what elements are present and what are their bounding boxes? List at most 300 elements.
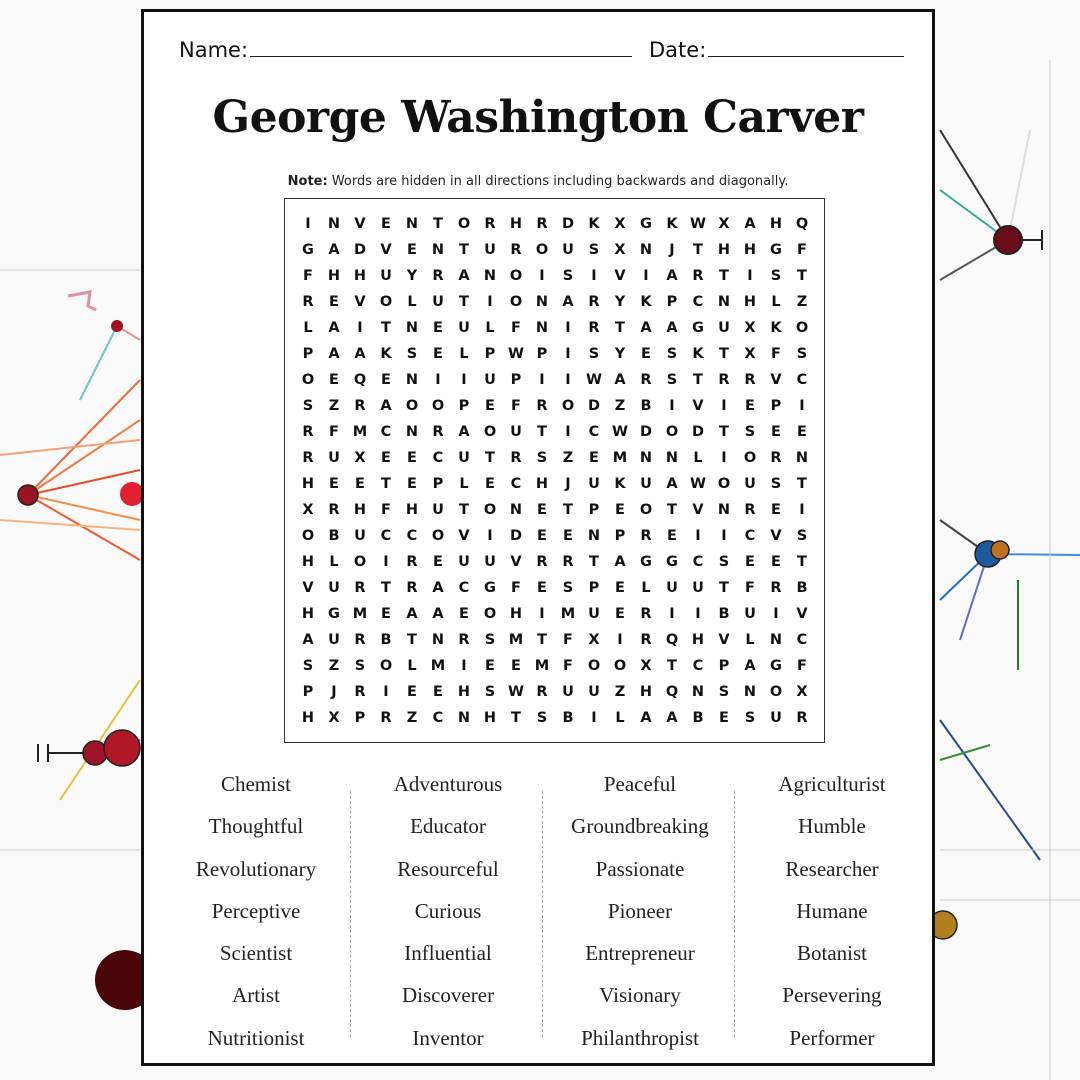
grid-cell[interactable]: S [744, 710, 756, 726]
grid-cell[interactable]: B [718, 606, 730, 622]
grid-cell[interactable]: T [693, 242, 703, 258]
grid-cell[interactable]: E [433, 346, 443, 362]
grid-cell[interactable]: R [458, 632, 470, 648]
grid-cell[interactable]: A [666, 476, 678, 492]
grid-cell[interactable]: C [796, 372, 808, 388]
grid-cell[interactable]: I [565, 372, 571, 388]
grid-cell[interactable]: E [771, 424, 781, 440]
grid-cell[interactable]: I [435, 372, 441, 388]
grid-cell[interactable]: X [744, 346, 756, 362]
grid-cell[interactable]: R [328, 502, 340, 518]
grid-cell[interactable]: L [459, 476, 469, 492]
grid-cell[interactable]: N [483, 268, 497, 284]
grid-cell[interactable]: R [640, 606, 652, 622]
grid-cell[interactable]: V [354, 216, 366, 232]
grid-cell[interactable]: O [587, 658, 601, 674]
grid-cell[interactable]: I [539, 606, 545, 622]
grid-cell[interactable]: N [509, 502, 523, 518]
grid-cell[interactable]: B [692, 710, 704, 726]
grid-cell[interactable]: T [537, 632, 547, 648]
grid-cell[interactable]: U [692, 580, 704, 596]
grid-cell[interactable]: P [718, 658, 730, 674]
grid-cell[interactable]: E [745, 554, 755, 570]
grid-cell[interactable]: B [562, 710, 574, 726]
grid-cell[interactable]: C [588, 424, 600, 440]
grid-cell[interactable]: I [461, 372, 467, 388]
grid-cell[interactable]: R [770, 450, 782, 466]
grid-cell[interactable]: D [353, 242, 367, 258]
grid-cell[interactable]: P [302, 346, 314, 362]
grid-cell[interactable]: T [667, 502, 677, 518]
grid-cell[interactable]: R [718, 372, 730, 388]
grid-cell[interactable]: N [691, 684, 705, 700]
grid-cell[interactable]: I [617, 632, 623, 648]
grid-cell[interactable]: I [695, 528, 701, 544]
grid-cell[interactable]: A [614, 372, 626, 388]
grid-cell[interactable]: H [691, 632, 705, 648]
grid-cell[interactable]: P [354, 710, 366, 726]
grid-cell[interactable]: Q [795, 216, 809, 232]
grid-cell[interactable]: K [692, 346, 704, 362]
grid-cell[interactable]: C [380, 528, 392, 544]
grid-cell[interactable]: G [770, 242, 782, 258]
grid-cell[interactable]: S [770, 268, 782, 284]
grid-cell[interactable]: R [640, 528, 652, 544]
grid-cell[interactable]: I [721, 528, 727, 544]
grid-cell[interactable]: V [458, 528, 470, 544]
name-field[interactable] [179, 36, 632, 62]
grid-cell[interactable]: G [640, 554, 652, 570]
grid-cell[interactable]: N [405, 424, 419, 440]
grid-cell[interactable]: U [328, 632, 340, 648]
grid-cell[interactable]: A [458, 424, 470, 440]
grid-cell[interactable]: L [485, 320, 495, 336]
grid-cell[interactable]: V [380, 242, 392, 258]
grid-cell[interactable]: I [383, 554, 389, 570]
grid-cell[interactable]: A [302, 632, 314, 648]
grid-cell[interactable]: I [565, 424, 571, 440]
grid-cell[interactable]: X [718, 216, 730, 232]
grid-cell[interactable]: W [586, 372, 602, 388]
grid-cell[interactable]: G [328, 606, 340, 622]
grid-cell[interactable]: J [331, 684, 337, 700]
grid-cell[interactable]: O [561, 398, 575, 414]
grid-cell[interactable]: P [588, 580, 600, 596]
grid-cell[interactable]: N [327, 216, 341, 232]
grid-cell[interactable]: F [381, 502, 391, 518]
grid-cell[interactable]: Z [562, 450, 574, 466]
grid-cell[interactable]: S [744, 424, 756, 440]
grid-cell[interactable]: X [614, 242, 626, 258]
grid-cell[interactable]: U [458, 554, 470, 570]
grid-cell[interactable]: R [354, 398, 366, 414]
grid-cell[interactable]: K [666, 216, 678, 232]
grid-cell[interactable]: O [509, 268, 523, 284]
grid-cell[interactable]: I [669, 606, 675, 622]
grid-cell[interactable]: K [588, 216, 600, 232]
grid-cell[interactable]: D [587, 398, 601, 414]
grid-cell[interactable]: R [536, 684, 548, 700]
grid-cell[interactable]: U [666, 580, 678, 596]
grid-cell[interactable]: A [458, 268, 470, 284]
grid-cell[interactable]: V [692, 398, 704, 414]
grid-cell[interactable]: L [407, 294, 417, 310]
grid-cell[interactable]: N [535, 320, 549, 336]
grid-cell[interactable]: R [354, 580, 366, 596]
grid-cell[interactable]: E [719, 710, 729, 726]
grid-cell[interactable]: T [407, 632, 417, 648]
grid-cell[interactable]: B [640, 398, 652, 414]
grid-cell[interactable]: X [744, 320, 756, 336]
grid-cell[interactable]: S [588, 242, 600, 258]
grid-cell[interactable]: W [612, 424, 628, 440]
grid-cell[interactable]: I [591, 710, 597, 726]
grid-cell[interactable]: R [302, 294, 314, 310]
grid-cell[interactable]: E [537, 580, 547, 596]
grid-cell[interactable]: S [484, 684, 496, 700]
grid-cell[interactable]: U [458, 320, 470, 336]
grid-cell[interactable]: G [666, 554, 678, 570]
name-line[interactable] [250, 36, 632, 57]
grid-cell[interactable]: H [301, 606, 315, 622]
grid-cell[interactable]: E [485, 476, 495, 492]
grid-cell[interactable]: N [639, 242, 653, 258]
grid-cell[interactable]: H [769, 216, 783, 232]
grid-cell[interactable]: L [641, 580, 651, 596]
grid-cell[interactable]: G [770, 658, 782, 674]
grid-cell[interactable]: H [457, 684, 471, 700]
grid-cell[interactable]: O [795, 320, 809, 336]
grid-cell[interactable]: S [536, 450, 548, 466]
grid-cell[interactable]: T [797, 268, 807, 284]
grid-cell[interactable]: J [565, 476, 571, 492]
grid-cell[interactable]: A [666, 268, 678, 284]
grid-cell[interactable]: U [354, 528, 366, 544]
grid-cell[interactable]: Y [406, 268, 418, 284]
grid-cell[interactable]: I [695, 606, 701, 622]
grid-cell[interactable]: E [615, 502, 625, 518]
grid-cell[interactable]: Y [614, 346, 626, 362]
grid-cell[interactable]: E [485, 398, 495, 414]
grid-cell[interactable]: P [302, 684, 314, 700]
grid-cell[interactable]: S [302, 658, 314, 674]
grid-cell[interactable]: U [458, 450, 470, 466]
grid-cell[interactable]: D [691, 424, 705, 440]
grid-cell[interactable]: Z [406, 710, 418, 726]
grid-cell[interactable]: H [301, 710, 315, 726]
grid-cell[interactable]: H [717, 242, 731, 258]
grid-cell[interactable]: U [432, 502, 444, 518]
grid-cell[interactable]: R [588, 320, 600, 336]
date-field[interactable] [649, 36, 904, 62]
grid-cell[interactable]: O [457, 216, 471, 232]
grid-cell[interactable]: V [770, 372, 782, 388]
grid-cell[interactable]: U [588, 476, 600, 492]
grid-cell[interactable]: H [483, 710, 497, 726]
grid-cell[interactable]: F [511, 580, 521, 596]
grid-cell[interactable]: V [354, 294, 366, 310]
grid-cell[interactable]: E [771, 502, 781, 518]
grid-cell[interactable]: T [589, 554, 599, 570]
grid-cell[interactable]: O [613, 658, 627, 674]
grid-cell[interactable]: O [535, 242, 549, 258]
grid-cell[interactable]: H [509, 606, 523, 622]
grid-cell[interactable]: L [329, 554, 339, 570]
grid-cell[interactable]: T [667, 658, 677, 674]
grid-cell[interactable]: U [588, 684, 600, 700]
grid-cell[interactable]: R [484, 216, 496, 232]
grid-cell[interactable]: T [459, 502, 469, 518]
grid-cell[interactable]: I [487, 294, 493, 310]
grid-cell[interactable]: X [588, 632, 600, 648]
grid-cell[interactable]: R [510, 242, 522, 258]
grid-cell[interactable]: Q [665, 684, 679, 700]
grid-cell[interactable]: P [484, 346, 496, 362]
grid-cell[interactable]: O [379, 294, 393, 310]
grid-cell[interactable]: A [328, 320, 340, 336]
grid-cell[interactable]: T [537, 424, 547, 440]
grid-cell[interactable]: P [432, 476, 444, 492]
grid-cell[interactable]: T [719, 580, 729, 596]
grid-cell[interactable]: N [665, 450, 679, 466]
grid-cell[interactable]: S [796, 528, 808, 544]
grid-cell[interactable]: E [329, 294, 339, 310]
grid-cell[interactable]: N [743, 684, 757, 700]
grid-cell[interactable]: K [640, 294, 652, 310]
grid-cell[interactable]: L [771, 294, 781, 310]
grid-cell[interactable]: I [539, 268, 545, 284]
grid-cell[interactable]: R [744, 502, 756, 518]
grid-cell[interactable]: O [379, 658, 393, 674]
grid-cell[interactable]: U [380, 268, 392, 284]
grid-cell[interactable]: T [485, 450, 495, 466]
grid-cell[interactable]: O [431, 398, 445, 414]
grid-cell[interactable]: R [406, 580, 418, 596]
grid-cell[interactable]: T [719, 424, 729, 440]
grid-cell[interactable]: U [484, 554, 496, 570]
grid-cell[interactable]: U [562, 684, 574, 700]
grid-cell[interactable]: O [665, 424, 679, 440]
grid-cell[interactable]: R [770, 580, 782, 596]
grid-cell[interactable]: B [328, 528, 340, 544]
grid-cell[interactable]: S [666, 372, 678, 388]
grid-cell[interactable]: Z [614, 684, 626, 700]
grid-cell[interactable]: O [483, 606, 497, 622]
grid-cell[interactable]: R [536, 398, 548, 414]
grid-cell[interactable]: U [588, 606, 600, 622]
grid-cell[interactable]: E [329, 372, 339, 388]
grid-cell[interactable]: H [743, 242, 757, 258]
grid-cell[interactable]: L [303, 320, 313, 336]
grid-cell[interactable]: V [692, 502, 704, 518]
grid-cell[interactable]: I [721, 398, 727, 414]
grid-cell[interactable]: O [483, 424, 497, 440]
grid-cell[interactable]: V [796, 606, 808, 622]
grid-cell[interactable]: D [561, 216, 575, 232]
grid-cell[interactable]: R [588, 294, 600, 310]
grid-cell[interactable]: A [328, 242, 340, 258]
grid-cell[interactable]: I [565, 320, 571, 336]
grid-cell[interactable]: I [799, 502, 805, 518]
grid-cell[interactable]: E [459, 606, 469, 622]
grid-cell[interactable]: T [719, 346, 729, 362]
grid-cell[interactable]: L [459, 346, 469, 362]
grid-cell[interactable]: E [797, 424, 807, 440]
grid-cell[interactable]: R [354, 684, 366, 700]
grid-cell[interactable]: R [380, 710, 392, 726]
grid-cell[interactable]: X [640, 658, 652, 674]
grid-cell[interactable]: U [432, 294, 444, 310]
grid-cell[interactable]: K [770, 320, 782, 336]
grid-cell[interactable]: O [301, 372, 315, 388]
grid-cell[interactable]: C [796, 632, 808, 648]
grid-cell[interactable]: I [383, 684, 389, 700]
grid-cell[interactable]: T [615, 320, 625, 336]
grid-cell[interactable]: U [484, 242, 496, 258]
grid-cell[interactable]: B [796, 580, 808, 596]
grid-cell[interactable]: K [380, 346, 392, 362]
grid-cell[interactable]: Q [353, 372, 367, 388]
grid-cell[interactable]: S [718, 684, 730, 700]
grid-cell[interactable]: N [431, 632, 445, 648]
grid-cell[interactable]: E [433, 320, 443, 336]
grid-cell[interactable]: Z [796, 294, 808, 310]
grid-cell[interactable]: E [407, 476, 417, 492]
grid-cell[interactable]: U [640, 476, 652, 492]
grid-cell[interactable]: K [614, 476, 626, 492]
grid-cell[interactable]: A [666, 710, 678, 726]
grid-cell[interactable]: H [405, 502, 419, 518]
grid-cell[interactable]: E [329, 476, 339, 492]
grid-cell[interactable]: E [667, 528, 677, 544]
grid-cell[interactable]: N [587, 528, 601, 544]
grid-cell[interactable]: D [509, 528, 523, 544]
grid-cell[interactable]: R [640, 632, 652, 648]
grid-cell[interactable]: Y [614, 294, 626, 310]
grid-cell[interactable]: O [769, 684, 783, 700]
grid-cell[interactable]: E [615, 606, 625, 622]
grid-cell[interactable]: I [591, 268, 597, 284]
grid-cell[interactable]: C [692, 658, 704, 674]
grid-cell[interactable]: I [487, 528, 493, 544]
grid-cell[interactable]: T [797, 554, 807, 570]
grid-cell[interactable]: C [458, 580, 470, 596]
grid-cell[interactable]: E [615, 580, 625, 596]
grid-cell[interactable]: U [770, 710, 782, 726]
grid-cell[interactable]: I [539, 372, 545, 388]
grid-cell[interactable]: E [589, 450, 599, 466]
grid-cell[interactable]: O [483, 502, 497, 518]
grid-cell[interactable]: W [508, 346, 524, 362]
grid-cell[interactable]: I [643, 268, 649, 284]
grid-cell[interactable]: P [458, 398, 470, 414]
grid-cell[interactable]: P [510, 372, 522, 388]
grid-cell[interactable]: U [744, 476, 756, 492]
grid-cell[interactable]: E [433, 684, 443, 700]
grid-cell[interactable]: Z [328, 658, 340, 674]
grid-cell[interactable]: E [433, 554, 443, 570]
grid-cell[interactable]: Z [328, 398, 340, 414]
grid-cell[interactable]: R [744, 372, 756, 388]
grid-cell[interactable]: S [354, 658, 366, 674]
grid-cell[interactable]: H [535, 476, 549, 492]
grid-cell[interactable]: O [405, 398, 419, 414]
grid-cell[interactable]: M [560, 606, 576, 622]
grid-cell[interactable]: S [484, 632, 496, 648]
grid-cell[interactable]: P [666, 294, 678, 310]
grid-cell[interactable]: I [773, 606, 779, 622]
grid-cell[interactable]: S [536, 710, 548, 726]
grid-cell[interactable]: Q [665, 632, 679, 648]
grid-cell[interactable]: A [354, 346, 366, 362]
grid-cell[interactable]: U [328, 580, 340, 596]
grid-cell[interactable]: N [457, 710, 471, 726]
grid-cell[interactable]: V [770, 528, 782, 544]
grid-cell[interactable]: E [381, 372, 391, 388]
grid-cell[interactable]: X [302, 502, 314, 518]
grid-cell[interactable]: C [380, 424, 392, 440]
grid-cell[interactable]: R [302, 424, 314, 440]
grid-cell[interactable]: F [745, 580, 755, 596]
grid-cell[interactable]: R [562, 554, 574, 570]
grid-cell[interactable]: R [406, 554, 418, 570]
grid-cell[interactable]: O [639, 502, 653, 518]
grid-cell[interactable]: N [431, 242, 445, 258]
grid-cell[interactable]: S [718, 554, 730, 570]
grid-cell[interactable]: P [614, 528, 626, 544]
grid-cell[interactable]: C [510, 476, 522, 492]
grid-cell[interactable]: S [796, 346, 808, 362]
grid-cell[interactable]: I [357, 320, 363, 336]
grid-cell[interactable]: E [407, 450, 417, 466]
grid-cell[interactable]: Z [614, 398, 626, 414]
grid-cell[interactable]: O [301, 528, 315, 544]
grid-cell[interactable]: H [353, 502, 367, 518]
grid-cell[interactable]: F [797, 242, 807, 258]
grid-cell[interactable]: I [721, 450, 727, 466]
grid-cell[interactable]: A [744, 216, 756, 232]
grid-cell[interactable]: T [459, 294, 469, 310]
grid-cell[interactable]: T [381, 476, 391, 492]
grid-cell[interactable]: G [692, 320, 704, 336]
grid-cell[interactable]: A [640, 710, 652, 726]
grid-cell[interactable]: F [563, 632, 573, 648]
grid-cell[interactable]: C [744, 528, 756, 544]
grid-cell[interactable]: T [459, 242, 469, 258]
grid-cell[interactable]: X [614, 216, 626, 232]
grid-cell[interactable]: U [562, 242, 574, 258]
grid-cell[interactable]: R [510, 450, 522, 466]
grid-cell[interactable]: A [640, 320, 652, 336]
grid-cell[interactable]: A [432, 606, 444, 622]
grid-cell[interactable]: V [302, 580, 314, 596]
grid-cell[interactable]: C [692, 554, 704, 570]
date-line[interactable] [708, 36, 904, 57]
grid-cell[interactable]: R [302, 450, 314, 466]
grid-cell[interactable]: F [511, 320, 521, 336]
grid-cell[interactable]: B [380, 632, 392, 648]
grid-cell[interactable]: L [745, 632, 755, 648]
grid-cell[interactable]: S [666, 346, 678, 362]
grid-cell[interactable]: E [407, 684, 417, 700]
grid-cell[interactable]: D [639, 424, 653, 440]
grid-cell[interactable]: P [588, 502, 600, 518]
grid-cell[interactable]: O [431, 528, 445, 544]
grid-cell[interactable]: G [640, 216, 652, 232]
grid-cell[interactable]: R [640, 372, 652, 388]
grid-cell[interactable]: T [563, 502, 573, 518]
grid-cell[interactable]: E [511, 658, 521, 674]
